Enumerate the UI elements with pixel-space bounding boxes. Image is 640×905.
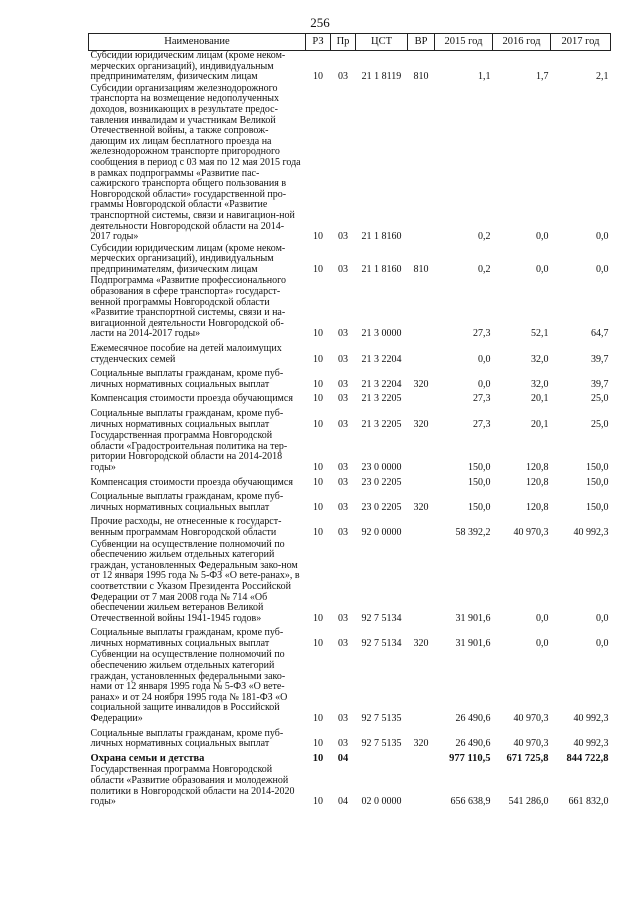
cell-2016: 32,0	[531, 378, 549, 390]
header-cst: ЦСТ	[356, 34, 408, 51]
table-row	[89, 625, 611, 650]
cell-name: Компенсация стоимости проезда обучающимся	[90, 393, 293, 405]
cell-cst: 23 0 2205	[361, 501, 402, 513]
cell-cst	[356, 751, 408, 766]
cell-vr	[408, 751, 435, 766]
page-number: 256	[310, 15, 330, 30]
table-row	[89, 406, 611, 431]
cell-pr: 03	[338, 328, 348, 340]
header-name: Наименование	[89, 34, 306, 51]
cell-2015: 0,0	[478, 378, 491, 390]
cell-2017: 40 992,3	[573, 713, 609, 725]
cell-name: Государственная программа Новгородской области «Градостроительная политика на тер-ритории Новгородской области на 2014-2018 годы»	[90, 430, 288, 473]
cell-2016: 32,0	[531, 353, 549, 365]
cell-vr	[408, 540, 435, 626]
table-row	[89, 391, 611, 406]
cell-2017: 150,0	[586, 461, 609, 473]
cell-2015: 27,3	[473, 418, 491, 430]
cell-cst: 21 3 2205	[361, 393, 402, 405]
cell-vr: 810	[413, 263, 429, 275]
table-row	[89, 84, 611, 244]
cell-name: Социальные выплаты гражданам, кроме пуб-личных нормативных социальных выплат	[90, 727, 284, 750]
cell-vr: 320	[413, 378, 429, 390]
table-row	[89, 366, 611, 391]
cell-cst: 21 3 0000	[361, 328, 402, 340]
table-header-row	[89, 34, 611, 51]
cell-rz: 10	[313, 476, 323, 488]
cell-vr	[408, 650, 435, 725]
cell-pr: 04	[337, 752, 349, 764]
cell-2015: 26 490,6	[455, 738, 491, 750]
cell-2015: 26 490,6	[455, 713, 491, 725]
table-row	[89, 431, 611, 474]
cell-vr	[408, 341, 435, 366]
table-row	[89, 765, 611, 808]
cell-pr: 03	[338, 738, 348, 750]
cell-pr: 03	[338, 476, 348, 488]
cell-rz: 10	[312, 752, 324, 764]
cell-2016: 541 286,0	[508, 796, 549, 808]
cell-2017: 40 992,3	[573, 526, 609, 538]
cell-vr	[408, 391, 435, 406]
cell-cst: 21 3 2204	[361, 353, 402, 365]
cell-2016: 120,8	[526, 501, 549, 513]
cell-2017: 39,7	[591, 378, 609, 390]
cell-name: Прочие расходы, не отнесенные к государст-венным программам Новгородской области	[90, 516, 282, 538]
cell-pr: 03	[338, 461, 348, 473]
cell-cst: 21 3 2204	[361, 378, 402, 390]
cell-2017: 39,7	[591, 353, 609, 365]
table-row	[89, 726, 611, 751]
cell-2016: 40 970,3	[513, 526, 549, 538]
cell-2015: 0,2	[478, 231, 491, 243]
cell-pr: 03	[338, 526, 348, 538]
cell-rz: 10	[313, 461, 323, 473]
cell-2015: 977 110,5	[449, 752, 491, 764]
table-row	[89, 341, 611, 366]
cell-vr	[408, 514, 435, 539]
table-row	[89, 489, 611, 514]
cell-name: Субвенции на осуществление полномочий по обеспечению жильем отдельных категорий граждан, установленных федеральными зако-нами от 12 января 1995 года № 5-ФЗ «О вете-ранах» и от 24 ноября 1995 года № 181-ФЗ «О социальной защите инвалидов в Российской Федерации»	[90, 649, 288, 725]
cell-name: Субсидии юридическим лицам (кроме неком-мерческих организаций), индивидуальным предпринимателям, физическим лицам	[90, 242, 286, 275]
cell-2016: 0,0	[536, 231, 549, 243]
table-row	[89, 650, 611, 725]
cell-pr: 03	[338, 393, 348, 405]
cell-vr	[408, 431, 435, 474]
cell-name: Социальные выплаты гражданам, кроме пуб-личных нормативных социальных выплат	[90, 368, 284, 390]
cell-2016: 40 970,3	[513, 738, 549, 750]
cell-2015: 1,1	[478, 71, 491, 83]
cell-2017: 150,0	[586, 501, 609, 513]
table-row	[89, 540, 611, 626]
header-pr: Пр	[331, 34, 356, 51]
cell-2016: 1,7	[536, 71, 549, 83]
cell-pr: 03	[338, 378, 348, 390]
budget-table	[88, 33, 611, 809]
cell-2017: 0,0	[596, 612, 609, 624]
cell-cst: 23 0 0000	[361, 461, 402, 473]
cell-name: Государственная программа Новгородской области «Развитие образования и молодежной политики в Новгородской области на 2014-2020 годы»	[90, 764, 295, 808]
cell-2015: 31 901,6	[455, 612, 491, 624]
cell-pr: 04	[338, 796, 348, 808]
cell-rz: 10	[313, 71, 323, 83]
cell-rz: 10	[313, 637, 323, 649]
cell-name: Социальные выплаты гражданам, кроме пуб-личных нормативных социальных выплат	[90, 491, 284, 513]
cell-2016: 120,8	[526, 461, 549, 473]
cell-cst: 21 1 8119	[361, 71, 402, 83]
cell-cst: 21 3 2205	[361, 418, 402, 430]
header-2015: 2015 год	[435, 34, 493, 51]
cell-name: Социальные выплаты гражданам, кроме пуб-личных нормативных социальных выплат	[90, 408, 284, 430]
cell-rz: 10	[313, 612, 323, 624]
cell-2016: 0,0	[536, 612, 549, 624]
cell-2016: 0,0	[536, 637, 549, 649]
cell-name: Социальные выплаты гражданам, кроме пуб-личных нормативных социальных выплат	[90, 627, 284, 649]
cell-2015: 150,0	[468, 461, 491, 473]
table-row	[89, 276, 611, 341]
cell-name: Компенсация стоимости проезда обучающимся	[90, 476, 293, 488]
cell-pr: 03	[338, 612, 348, 624]
cell-2017: 40 992,3	[573, 738, 609, 750]
cell-pr: 03	[338, 231, 348, 243]
cell-rz: 10	[313, 526, 323, 538]
cell-2017: 0,0	[596, 637, 609, 649]
cell-2015: 27,3	[473, 393, 491, 405]
cell-2015: 656 638,9	[450, 796, 491, 808]
cell-2015: 31 901,6	[455, 637, 491, 649]
header-2017: 2017 год	[551, 34, 611, 51]
cell-2017: 25,0	[591, 393, 609, 405]
cell-name: Субвенции на осуществление полномочий по обеспечению жильем отдельных категорий граждан, установленных Федеральным зако-ном от 12 января 1995 года № 5-ФЗ «О вете-ранах», в соответствии с Указом Президента Российской Федерации от 7 мая 2008 года № 714 «Об обеспечении жильем ветеранов Великой Отечественной войны 1941-1945 годов»	[90, 538, 300, 624]
cell-vr	[408, 475, 435, 490]
cell-2016: 20,1	[531, 418, 549, 430]
cell-2016: 671 725,8	[506, 752, 549, 764]
cell-2015: 27,3	[473, 328, 491, 340]
cell-rz: 10	[313, 263, 323, 275]
table-row	[89, 51, 611, 84]
cell-cst: 92 0 0000	[361, 526, 402, 538]
cell-cst: 21 1 8160	[361, 263, 402, 275]
cell-2015: 58 392,2	[455, 526, 491, 538]
cell-2017: 2,1	[596, 71, 609, 83]
header-rz: РЗ	[306, 34, 331, 51]
cell-vr: 320	[413, 501, 429, 513]
cell-rz: 10	[313, 231, 323, 243]
cell-rz: 10	[313, 393, 323, 405]
cell-vr: 320	[413, 738, 429, 750]
cell-name: Ежемесячное пособие на детей малоимущих студенческих семей	[90, 343, 282, 365]
table-row	[89, 751, 611, 766]
table-row	[89, 244, 611, 277]
cell-2016: 20,1	[531, 393, 549, 405]
cell-rz: 10	[313, 713, 323, 725]
cell-rz: 10	[313, 501, 323, 513]
cell-pr: 03	[338, 637, 348, 649]
cell-vr: 320	[413, 637, 429, 649]
cell-vr: 320	[413, 418, 429, 430]
table-row	[89, 475, 611, 490]
cell-cst: 92 7 5135	[361, 738, 402, 750]
cell-rz: 10	[313, 353, 323, 365]
cell-2017: 25,0	[591, 418, 609, 430]
cell-pr: 03	[338, 501, 348, 513]
cell-2015: 150,0	[468, 501, 491, 513]
cell-cst: 92 7 5135	[361, 713, 402, 725]
cell-pr: 03	[338, 418, 348, 430]
cell-vr	[408, 765, 435, 808]
cell-cst: 21 1 8160	[361, 231, 402, 243]
cell-2016: 120,8	[526, 476, 549, 488]
cell-2016: 52,1	[531, 328, 549, 340]
cell-vr	[408, 276, 435, 341]
cell-2017: 0,0	[596, 263, 609, 275]
cell-2015: 0,2	[478, 263, 491, 275]
cell-2016: 40 970,3	[513, 713, 549, 725]
cell-vr: 810	[413, 71, 429, 83]
cell-pr: 03	[338, 713, 348, 725]
cell-2017: 150,0	[586, 476, 609, 488]
header-2016: 2016 год	[493, 34, 551, 51]
cell-2016: 0,0	[536, 263, 549, 275]
cell-2017: 844 722,8	[566, 752, 609, 764]
cell-rz: 10	[313, 328, 323, 340]
cell-2017: 661 832,0	[568, 796, 609, 808]
cell-2017: 0,0	[596, 231, 609, 243]
cell-rz: 10	[313, 796, 323, 808]
cell-name: Субсидии юридическим лицам (кроме неком-мерческих организаций), индивидуальным предпринимателям, физическим лицам	[90, 50, 286, 83]
table-body	[89, 51, 611, 809]
cell-cst: 23 0 2205	[361, 476, 402, 488]
cell-rz: 10	[313, 738, 323, 750]
cell-2015: 150,0	[468, 476, 491, 488]
cell-name: Субсидии организациям железнодорожного транспорта на возмещение недополученных доходов, возникающих в результате предос-тавления инвалидам и участникам Великой Отечественной войны, а также сопровож-дающим их лицам бесплатного проезда на железнодорожном транспорте пригородного сообщения в период с 03 мая по 12 мая 2015 года в рамках подпрограммы «Развитие пас-сажирского транспорта общего пользования в Новгородской области» государственной про-граммы Новгородской области «Развитие транспортной системы, связи и навигацион-ной деятельности Новгородской области на 2014-2017 годы»	[90, 82, 301, 243]
cell-rz: 10	[313, 418, 323, 430]
cell-pr: 03	[338, 353, 348, 365]
cell-pr: 03	[338, 71, 348, 83]
cell-vr	[408, 84, 435, 244]
cell-pr: 03	[338, 263, 348, 275]
cell-name: Подпрограмма «Развитие профессионального образования в сфере транспорта» государст-венной программы Новгородской области «Развитие транспортной системы, связи и на-вигационной деятельности Новгородской об-ласти на 2014-2017 годы»	[90, 275, 287, 340]
cell-rz: 10	[313, 378, 323, 390]
cell-2015: 0,0	[478, 353, 491, 365]
header-vr: ВР	[408, 34, 435, 51]
table-row	[89, 514, 611, 539]
cell-cst: 92 7 5134	[361, 612, 402, 624]
cell-name: Охрана семьи и детства	[90, 752, 205, 764]
cell-cst: 92 7 5134	[361, 637, 402, 649]
cell-cst: 02 0 0000	[361, 796, 402, 808]
cell-2017: 64,7	[591, 328, 609, 340]
